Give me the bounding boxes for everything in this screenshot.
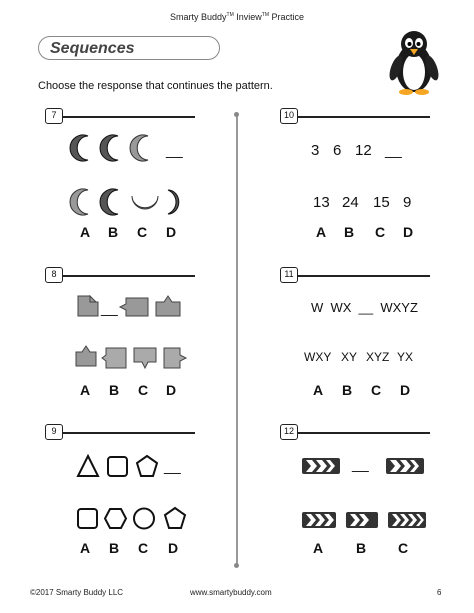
center-divider xyxy=(236,116,238,566)
instruction: Choose the response that continues the pattern. xyxy=(38,80,273,92)
penguin-icon xyxy=(388,28,440,96)
arrow-block-icon xyxy=(134,348,156,368)
question-11-rule xyxy=(298,275,430,277)
choice-letter[interactable]: D xyxy=(403,224,414,240)
question-7-rule xyxy=(63,116,195,118)
divider-dot-bottom xyxy=(234,563,239,568)
pentagon-icon xyxy=(137,456,157,476)
crescent-moon-icon xyxy=(70,189,88,215)
question-9-number: 9 xyxy=(45,424,63,440)
answer-choice: WXY xyxy=(304,350,332,364)
question-10-number: 10 xyxy=(280,108,298,124)
choice-letter[interactable]: C xyxy=(137,224,148,240)
answer-choice: XYZ xyxy=(366,350,390,364)
question-8-rule xyxy=(63,275,195,277)
question-12-number: 12 xyxy=(280,424,298,440)
chevron-bar-icon xyxy=(302,512,336,528)
answer-choice: YX xyxy=(397,350,414,364)
page-header: Smarty Buddy™ Inview™ Practice xyxy=(169,12,305,22)
choice-letter[interactable]: B xyxy=(344,224,355,240)
choice-letter[interactable]: C xyxy=(375,224,386,240)
choice-letter[interactable]: A xyxy=(80,540,91,556)
answer-choice: 24 xyxy=(342,194,359,211)
choice-letter[interactable]: D xyxy=(166,382,177,398)
crescent-moon-icon xyxy=(100,189,118,215)
arrow-block-icon xyxy=(102,348,126,368)
chevron-bar-icon xyxy=(346,512,378,528)
crescent-moon-icon xyxy=(132,196,158,209)
arrow-block-icon xyxy=(156,296,180,316)
crescent-moon-icon xyxy=(100,135,118,161)
letter-sequence: W WX __ WXYZ xyxy=(311,300,418,315)
hexagon-icon xyxy=(105,509,126,528)
question-8-blank: __ xyxy=(101,300,118,317)
question-7-number: 7 xyxy=(45,108,63,124)
moon-choices xyxy=(74,188,194,218)
choice-letter[interactable]: B xyxy=(109,540,120,556)
footer-url[interactable]: www.smartybuddy.com xyxy=(190,588,272,597)
question-12-rule xyxy=(298,432,430,434)
choice-letter[interactable]: D xyxy=(400,382,411,398)
circle-icon xyxy=(134,509,154,529)
chevron-choices xyxy=(300,510,430,530)
shape-choices xyxy=(76,506,192,532)
choice-letter[interactable]: A xyxy=(313,540,324,556)
choice-letter[interactable]: B xyxy=(109,382,120,398)
choice-letter[interactable]: A xyxy=(80,224,91,240)
answer-choice: XY xyxy=(341,350,358,364)
choice-letter[interactable]: C xyxy=(138,382,149,398)
section-title: Sequences xyxy=(50,40,135,57)
arrow-block-icon xyxy=(164,348,186,368)
choice-letter[interactable]: C xyxy=(398,540,409,556)
square-icon xyxy=(78,509,97,528)
shape-sequence xyxy=(76,454,166,480)
pentagon-icon xyxy=(165,508,185,528)
choice-letter[interactable]: B xyxy=(108,224,119,240)
arrow-block-icon xyxy=(120,298,148,316)
choice-letter[interactable]: B xyxy=(342,382,353,398)
arrow-block-choices xyxy=(74,344,190,372)
question-9-rule xyxy=(63,432,195,434)
sequence-blank: __ xyxy=(385,142,402,159)
question-8-number: 8 xyxy=(45,267,63,283)
choice-letter[interactable]: A xyxy=(80,382,91,398)
square-icon xyxy=(108,457,127,476)
question-10-rule xyxy=(298,116,430,118)
chevron-bar-icon xyxy=(302,458,340,474)
crescent-moon-icon xyxy=(130,135,148,161)
choice-letter[interactable]: C xyxy=(371,382,382,398)
chevron-bar-icon xyxy=(386,458,424,474)
footer-copyright: ©2017 Smarty Buddy LLC xyxy=(30,588,124,597)
choice-letter[interactable]: A xyxy=(313,382,324,398)
question-7-blank: __ xyxy=(166,142,183,159)
crescent-moon-icon xyxy=(70,135,88,161)
chevron-bar-icon xyxy=(388,512,426,528)
arrow-block-icon xyxy=(78,296,98,316)
question-9-blank: __ xyxy=(164,458,181,475)
answer-choice: 9 xyxy=(403,194,412,211)
choice-letter[interactable]: A xyxy=(316,224,327,240)
triangle-icon xyxy=(78,456,98,476)
answer-choice: 13 xyxy=(313,194,330,211)
divider-dot-top xyxy=(234,112,239,117)
sequence-term: 12 xyxy=(355,142,372,159)
crescent-moon-icon xyxy=(168,190,179,214)
sequence-term: 6 xyxy=(333,142,342,159)
choice-letter[interactable]: D xyxy=(168,540,179,556)
question-11-number: 11 xyxy=(280,267,298,283)
choice-letter[interactable]: C xyxy=(138,540,149,556)
question-12-blank: __ xyxy=(352,456,369,473)
choice-letter[interactable]: D xyxy=(166,224,177,240)
answer-choice: 15 xyxy=(373,194,390,211)
footer-page-number: 6 xyxy=(437,588,442,597)
choice-letter[interactable]: B xyxy=(356,540,367,556)
sequence-term: 3 xyxy=(311,142,320,159)
arrow-block-sequence xyxy=(76,294,186,320)
arrow-block-icon xyxy=(76,346,96,366)
